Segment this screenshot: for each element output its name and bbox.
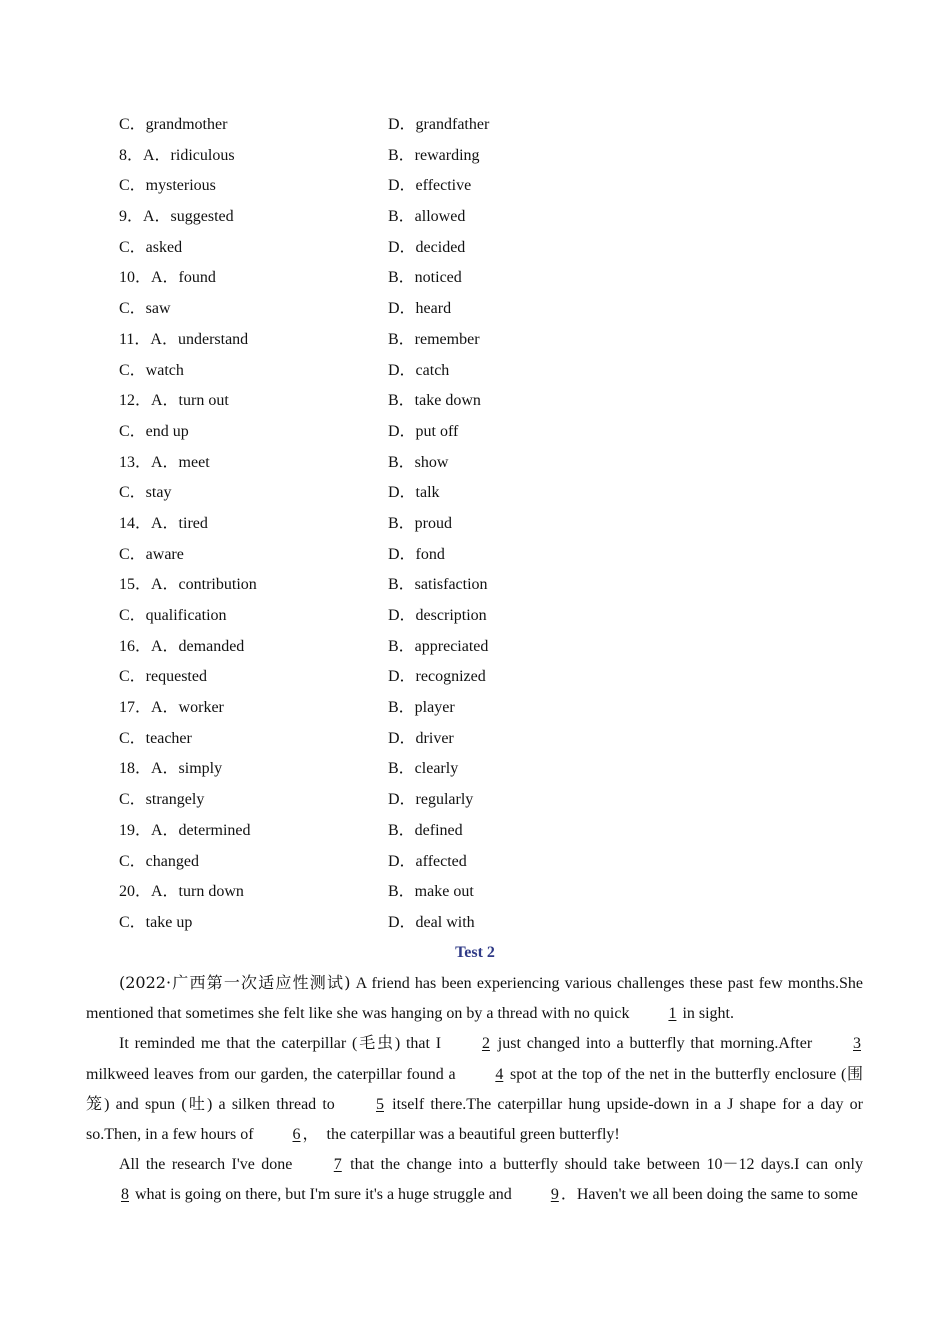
text: A friend has been experiencing various challenges these past few months.She mentioned that sometimes she felt like she was hanging on by a thread with no quick: [86, 975, 864, 1023]
paragraph-3: [86, 1150, 863, 1210]
option-right: D．grandfather: [388, 116, 490, 133]
option-row: [119, 202, 879, 233]
option-row: [119, 754, 879, 785]
option-right: B．take down: [388, 392, 481, 410]
option-row: [119, 448, 879, 479]
option-left: 11．A．understand: [119, 330, 249, 348]
option-row: [119, 908, 879, 939]
option-left: C．take up: [119, 913, 193, 931]
option-left: C．aware: [119, 545, 184, 563]
option-right: D．effective: [388, 177, 472, 195]
text: ．Haven't we all been doing the same to some: [560, 1186, 858, 1204]
text: that the change into a butterfly should take between 10－12 days.I can only: [343, 1156, 863, 1174]
option-right: B．defined: [388, 821, 463, 839]
option-row: [119, 601, 879, 632]
option-right: B．rewarding: [388, 146, 480, 164]
option-row: [119, 570, 879, 601]
option-left: 8．A．ridiculous: [119, 146, 235, 164]
text: It reminded me that the caterpillar (毛虫) that I: [119, 1035, 447, 1053]
option-row: [119, 632, 879, 663]
option-right: B．clearly: [388, 760, 459, 778]
option-left: C．changed: [119, 852, 199, 870]
option-left: 14．A．tired: [119, 514, 208, 532]
text: spot at the top of the net in the butterfly enclosure (围笼) and spun (吐) a silken thread to: [86, 1065, 863, 1113]
option-left: 12．A．turn out: [119, 392, 229, 410]
option-left: 10．A．found: [119, 269, 216, 287]
option-left: C．qualification: [119, 607, 227, 624]
option-row: [119, 785, 879, 816]
blank-9: 9: [550, 1186, 559, 1204]
option-right: D．regularly: [388, 791, 474, 809]
cloze-passage: [86, 968, 863, 1211]
text: in sight.: [678, 1005, 734, 1023]
option-right: D．decided: [388, 238, 466, 256]
option-row: [119, 877, 879, 908]
blank-4: 4: [495, 1065, 504, 1083]
option-row: [119, 141, 879, 172]
option-left: C．end up: [119, 422, 189, 440]
option-left: 17．A．worker: [119, 699, 224, 717]
option-left: C．strangely: [119, 791, 205, 809]
option-left: C．watch: [119, 361, 184, 379]
option-row: [119, 171, 879, 202]
option-left: C．asked: [119, 238, 183, 256]
option-row: [119, 325, 879, 356]
option-row: [119, 294, 879, 325]
option-right: B．remember: [388, 330, 480, 348]
option-row: [119, 263, 879, 294]
source-note: (2022·广西第一次适应性测试): [119, 973, 351, 992]
option-row: [119, 847, 879, 878]
text: ， the caterpillar was a beautiful green butterfly!: [302, 1126, 620, 1144]
option-right: B．proud: [388, 514, 453, 532]
blank-8: 8: [121, 1186, 129, 1204]
option-row: [119, 540, 879, 571]
option-right: D．driver: [388, 729, 454, 747]
option-left: 20．A．turn down: [119, 883, 244, 901]
option-row: [119, 693, 879, 724]
option-right: D．recognized: [388, 668, 486, 686]
option-row: [119, 386, 879, 417]
option-left: C．grandmother: [119, 116, 228, 133]
option-right: B．satisfaction: [388, 576, 488, 594]
blank-7: 7: [333, 1156, 342, 1174]
option-right: B．appreciated: [388, 637, 489, 655]
option-left: C．saw: [119, 300, 171, 318]
option-row: [119, 816, 879, 847]
option-right: B．make out: [388, 883, 474, 901]
option-left: 9．A．suggested: [119, 208, 234, 226]
option-left: C．mysterious: [119, 177, 216, 195]
option-left: C．requested: [119, 668, 207, 686]
paragraph-2: [86, 1029, 863, 1150]
blank-5: 5: [375, 1095, 384, 1113]
option-right: D．talk: [388, 484, 440, 502]
option-row: [119, 233, 879, 264]
option-right: D．deal with: [388, 913, 475, 931]
option-right: B．player: [388, 699, 455, 717]
option-row: [119, 356, 879, 387]
text: just changed into a butterfly that morning.After: [491, 1035, 818, 1053]
option-row: [119, 662, 879, 693]
option-right: D．fond: [388, 545, 445, 563]
paragraph-1: [86, 968, 863, 1029]
option-right: D．description: [388, 607, 487, 624]
option-row: [119, 110, 879, 141]
option-row: [119, 509, 879, 540]
option-left: 19．A．determined: [119, 821, 251, 839]
blank-2: 2: [481, 1035, 490, 1053]
option-right: B．show: [388, 453, 449, 471]
option-row: [119, 478, 879, 509]
option-left: C．teacher: [119, 729, 192, 747]
test-title: Test 2: [455, 944, 495, 961]
text: milkweed leaves from our garden, the caterpillar found a: [86, 1065, 461, 1083]
answer-options: [119, 110, 879, 939]
option-left: 13．A．meet: [119, 453, 210, 471]
option-right: D．affected: [388, 852, 467, 870]
option-right: B．allowed: [388, 208, 466, 226]
option-row: [119, 724, 879, 755]
option-row: [119, 417, 879, 448]
blank-3: 3: [853, 1035, 861, 1053]
text: itself there.The caterpillar hung upside-down in a J shape for a day or so.Then, in a few hours of: [86, 1095, 863, 1144]
option-right: D．catch: [388, 361, 450, 379]
option-right: B．noticed: [388, 269, 462, 287]
text: what is going on there, but I'm sure it's a huge struggle and: [131, 1186, 516, 1204]
option-right: D．put off: [388, 422, 459, 440]
option-left: C．stay: [119, 484, 172, 502]
blank-1: 1: [668, 1005, 677, 1023]
option-right: D．heard: [388, 300, 452, 318]
option-left: 18．A．simply: [119, 760, 223, 778]
option-left: 15．A．contribution: [119, 576, 257, 594]
blank-6: 6: [292, 1126, 301, 1144]
text: All the research I've done: [119, 1156, 299, 1174]
option-left: 16．A．demanded: [119, 637, 245, 655]
